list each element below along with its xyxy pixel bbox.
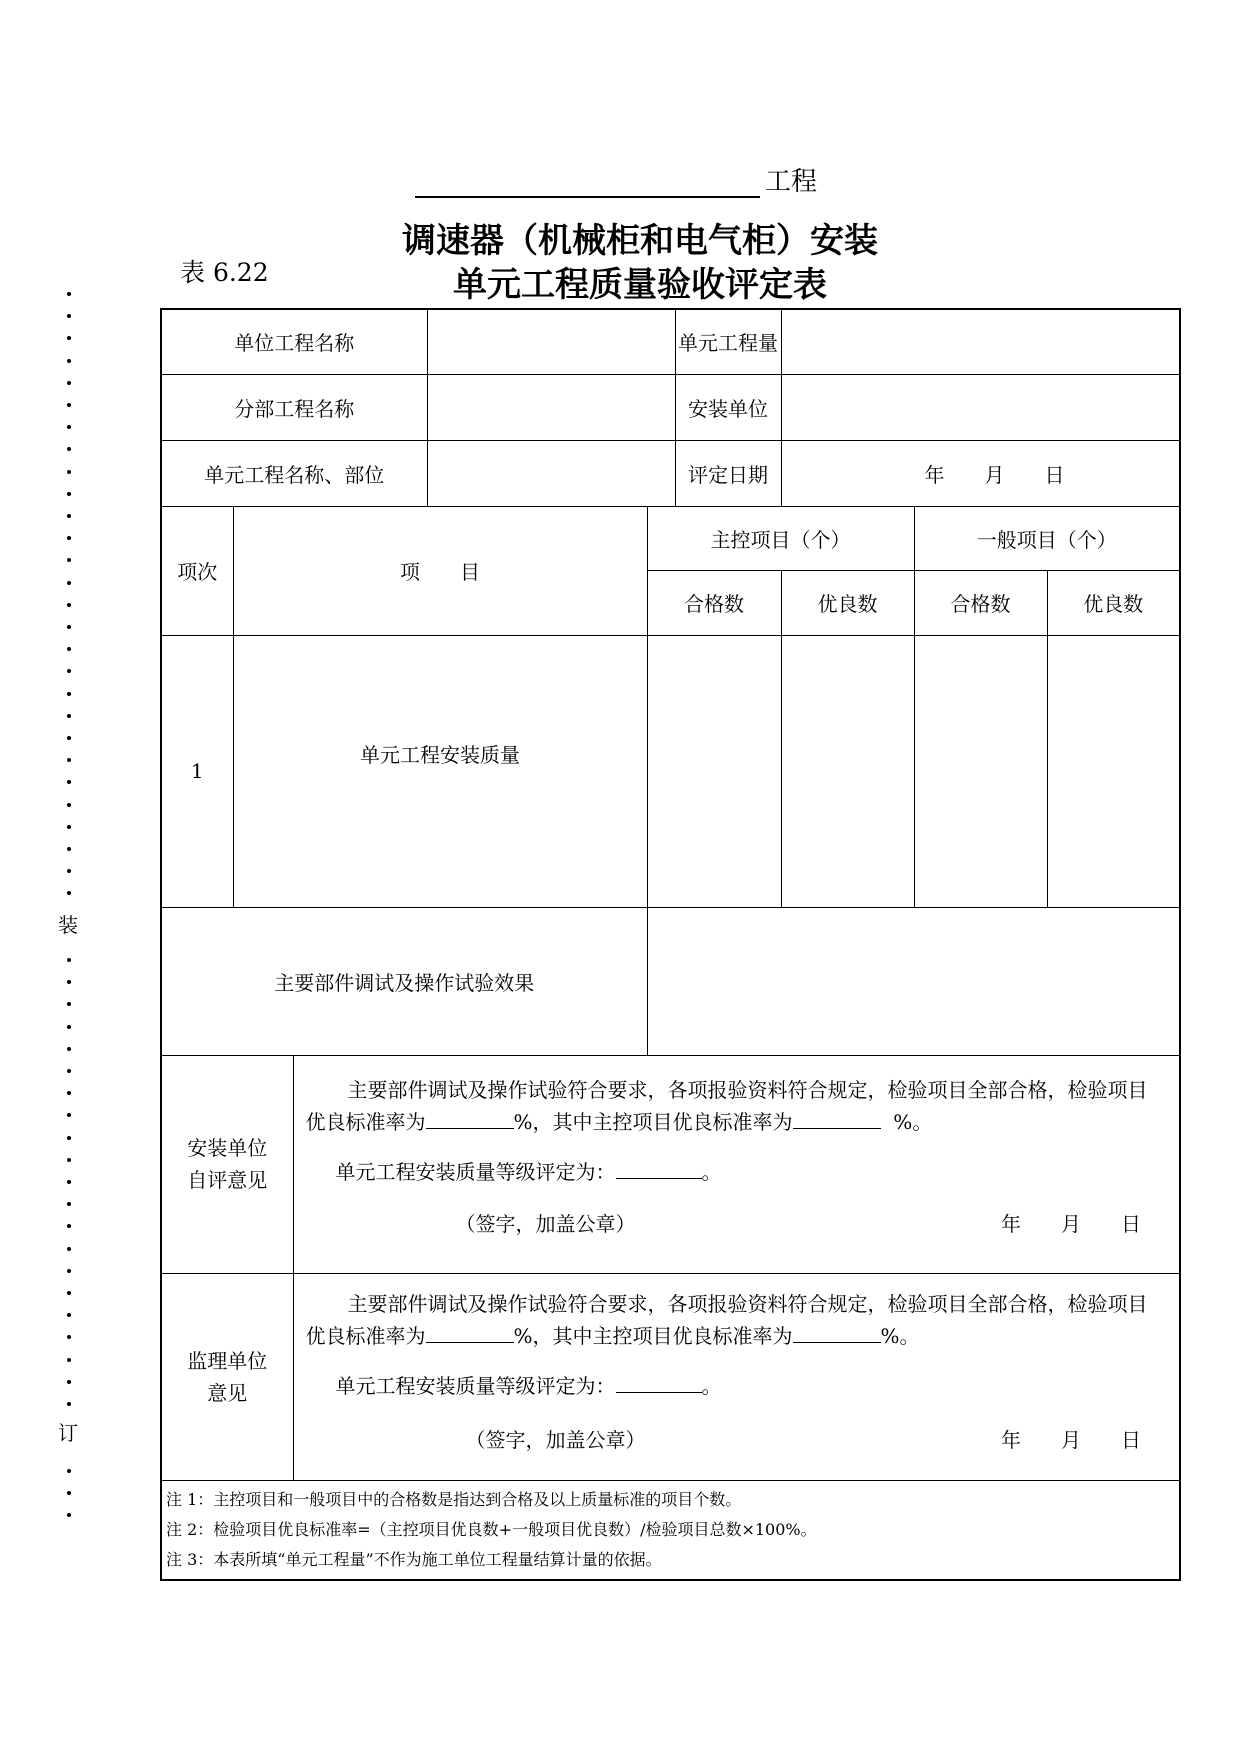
test-effect-field[interactable] (647, 907, 1180, 1055)
unit-project-name-label: 单位工程名称 (161, 309, 427, 374)
general-qualified-header: 合格数 (914, 570, 1047, 635)
eval-date-year: 年 (924, 462, 945, 487)
self-eval-signature-note: （签字，加盖公章） (455, 1211, 636, 1236)
install-unit-field[interactable] (781, 374, 1180, 440)
binding-dot (67, 980, 71, 984)
binding-dot (67, 1313, 71, 1317)
col-item-header: 项 目 (233, 506, 647, 635)
binding-dot (67, 714, 71, 718)
unit-project-name-field[interactable] (427, 309, 675, 374)
binding-dot (67, 758, 71, 762)
binding-dot (67, 825, 71, 829)
self-eval-opinion: 主要部件调试及操作试验符合要求，各项报验资料符合规定，检验项目全部合格，检验项目优良标准率为 %，其中主控项目优良标准率为 %。 单元工程安装质量等级评定为： 。 （签字，加盖公章） 年 月 日 (293, 1055, 1180, 1273)
supervisor-grade-blank[interactable] (616, 1370, 702, 1393)
binding-dot (67, 314, 71, 318)
main-control-header: 主控项目（个） (647, 506, 914, 570)
binding-dot (67, 1469, 71, 1473)
sub-project-name-field[interactable] (427, 374, 675, 440)
binding-dot (67, 780, 71, 784)
supervisor-opinion: 主要部件调试及操作试验符合要求，各项报验资料符合规定，检验项目全部合格，检验项目优良标准率为 %，其中主控项目优良标准率为 %。 单元工程安装质量等级评定为： 。 （签字，加盖公章） 年 月 日 (293, 1273, 1180, 1480)
binding-dot (67, 958, 71, 962)
binding-dot (67, 425, 71, 429)
binding-dot (67, 1091, 71, 1095)
supervisor-date[interactable]: 年 月 日 (1001, 1427, 1141, 1452)
binding-dot (67, 558, 71, 562)
binding-dot (67, 1224, 71, 1228)
eval-date-month: 月 (984, 462, 1005, 487)
binding-dot (67, 1247, 71, 1251)
binding-dot (67, 381, 71, 385)
eval-date-day: 日 (1044, 462, 1065, 487)
binding-dot (67, 847, 71, 851)
supervisor-excellent-rate-blank[interactable] (426, 1320, 514, 1343)
binding-dot (67, 1402, 71, 1406)
general-excellent-header: 优良数 (1047, 570, 1180, 635)
element-name-location-field[interactable] (427, 440, 675, 506)
binding-dot (67, 1069, 71, 1073)
self-eval-main-rate-blank[interactable] (793, 1106, 881, 1129)
binding-dot (67, 536, 71, 540)
project-suffix: 工程 (765, 167, 818, 197)
binding-dot (67, 1025, 71, 1029)
self-eval-label: 安装单位 自评意见 (161, 1055, 293, 1273)
binding-dot (67, 736, 71, 740)
binding-dot (67, 581, 71, 585)
binding-dot (67, 1513, 71, 1517)
binding-dot (67, 1491, 71, 1495)
binding-dot (67, 1136, 71, 1140)
binding-dot (67, 1202, 71, 1206)
binding-dot (67, 1358, 71, 1362)
element-name-location-label: 单元工程名称、部位 (161, 440, 427, 506)
binding-dot (67, 1158, 71, 1162)
binding-dot (67, 647, 71, 651)
binding-dot (67, 447, 71, 451)
note-1: 注 1：主控项目和一般项目中的合格数是指达到合格及以上质量标准的项目个数。 (166, 1489, 742, 1509)
binding-dot (67, 470, 71, 474)
row1-item-no: 1 (161, 635, 233, 907)
binding-dot (67, 1047, 71, 1051)
binding-dot (67, 891, 71, 895)
supervisor-main-rate-blank[interactable] (793, 1320, 881, 1343)
self-eval-excellent-rate-blank[interactable] (426, 1106, 514, 1129)
note-2: 注 2：检验项目优良标准率=（主控项目优良数+一般项目优良数）/检验项目总数×100%。 (166, 1519, 817, 1539)
binding-dot (67, 669, 71, 673)
binding-dot (67, 1380, 71, 1384)
binding-dot (67, 1002, 71, 1006)
eval-date-field[interactable] (781, 440, 1180, 506)
binding-dot (67, 514, 71, 518)
binding-dot (67, 1291, 71, 1295)
row1-main-excellent-field[interactable] (781, 635, 914, 907)
binding-dot (67, 336, 71, 340)
unit-element-quantity-label: 单元工程量 (675, 309, 781, 374)
binding-dot (67, 492, 71, 496)
binding-dot (67, 292, 71, 296)
row1-item-name: 单元工程安装质量 (233, 635, 647, 907)
binding-char-bottom: 订 (58, 1421, 78, 1445)
install-unit-label: 安装单位 (675, 374, 781, 440)
binding-margin (58, 292, 78, 1532)
project-name-blank[interactable] (415, 196, 760, 198)
col-item-no-header: 项次 (161, 506, 233, 635)
binding-dot (67, 692, 71, 696)
notes-section (161, 1480, 1180, 1580)
test-effect-label: 主要部件调试及操作试验效果 (161, 907, 647, 1055)
binding-dot (67, 403, 71, 407)
binding-dot (67, 1335, 71, 1339)
binding-dot (67, 625, 71, 629)
binding-dot (67, 803, 71, 807)
row1-main-qualified-field[interactable] (647, 635, 781, 907)
note-3: 注 3：本表所填“单元工程量”不作为施工单位工程量结算计量的依据。 (166, 1549, 662, 1569)
supervisor-label: 监理单位 意见 (161, 1273, 293, 1480)
binding-dot (67, 1269, 71, 1273)
binding-dot (67, 603, 71, 607)
binding-dot (67, 1113, 71, 1117)
row1-general-excellent-field[interactable] (1047, 635, 1180, 907)
sub-project-name-label: 分部工程名称 (161, 374, 427, 440)
binding-dot (67, 869, 71, 873)
table-number: 表 6.22 (180, 258, 269, 287)
general-items-header: 一般项目（个） (914, 506, 1180, 570)
unit-element-quantity-field[interactable] (781, 309, 1180, 374)
binding-dot (67, 1180, 71, 1184)
eval-date-label: 评定日期 (675, 440, 781, 506)
form-title-line2: 单元工程质量验收评定表 (453, 265, 827, 305)
row1-general-qualified-field[interactable] (914, 635, 1047, 907)
self-eval-grade-blank[interactable] (616, 1156, 702, 1179)
main-qualified-header: 合格数 (647, 570, 781, 635)
self-eval-date[interactable]: 年 月 日 (1001, 1211, 1141, 1236)
binding-dot (67, 359, 71, 363)
binding-char-top: 装 (58, 913, 78, 937)
form-title-line1: 调速器（机械柜和电气柜）安装 (402, 221, 878, 261)
evaluation-form-table (160, 308, 1181, 1581)
main-excellent-header: 优良数 (781, 570, 914, 635)
supervisor-signature-note: （签字，加盖公章） (465, 1427, 646, 1452)
